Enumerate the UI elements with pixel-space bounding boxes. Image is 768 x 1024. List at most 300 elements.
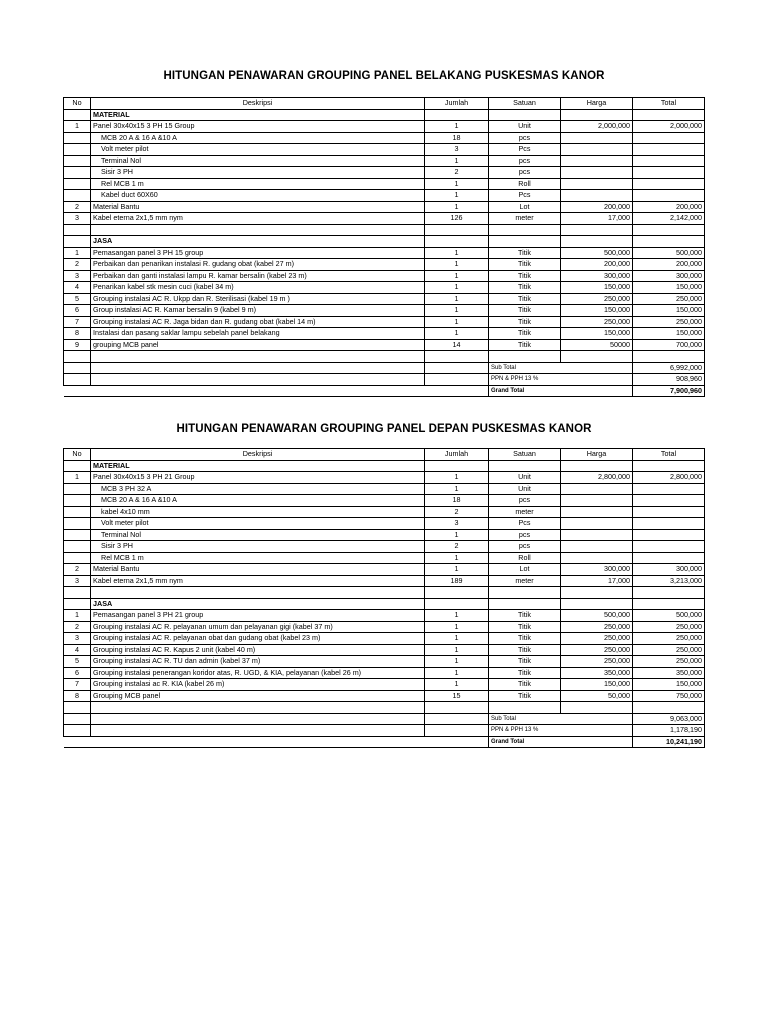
- cell-quantity: 18: [425, 495, 489, 507]
- column-header-no: No: [64, 449, 91, 461]
- cell-quantity: 2: [425, 506, 489, 518]
- cell-quantity: [425, 224, 489, 236]
- cell-unit: [489, 587, 561, 599]
- cell-description: MATERIAL: [91, 460, 425, 472]
- cell-description: Penarikan kabel stk mesin cuci (kabel 34 m): [91, 282, 425, 294]
- summary-spacer: [425, 385, 489, 397]
- cell-quantity: 1: [425, 483, 489, 495]
- summary-row: [64, 374, 705, 386]
- summary-value: 7,900,960: [633, 385, 705, 397]
- table-row: [64, 201, 705, 213]
- cell-total: [633, 236, 705, 248]
- cell-description: Sisir 3 PH: [91, 541, 425, 553]
- cell-unit: Titik: [489, 328, 561, 340]
- cell-unit: Titik: [489, 339, 561, 351]
- table-row: [64, 328, 705, 340]
- cell-unit: pcs: [489, 167, 561, 179]
- table-row: [64, 270, 705, 282]
- cell-description: Grouping instalasi AC R. Kapus 2 unit (kabel 40 m): [91, 644, 425, 656]
- cell-total: 200,000: [633, 201, 705, 213]
- cell-no: 7: [64, 679, 91, 691]
- cell-description: Perbaikan dan ganti instalasi lampu R. kamar bersalin (kabel 23 m): [91, 270, 425, 282]
- cell-description: Pemasangan panel 3 PH 15 group: [91, 247, 425, 259]
- cell-price: 250,000: [561, 621, 633, 633]
- cell-unit: [489, 598, 561, 610]
- cell-description: Grouping instalasi AC R. TU dan admin (kabel 37 m): [91, 656, 425, 668]
- blank-row: [64, 702, 705, 714]
- summary-value: 6,992,000: [633, 362, 705, 374]
- cell-unit: meter: [489, 213, 561, 225]
- cell-price: [561, 506, 633, 518]
- cell-description: Material Bantu: [91, 564, 425, 576]
- cell-price: [561, 178, 633, 190]
- summary-row: [64, 725, 705, 737]
- cell-unit: Unit: [489, 483, 561, 495]
- cell-unit: Roll: [489, 552, 561, 564]
- group-header-row: [64, 460, 705, 472]
- cell-total: [633, 702, 705, 714]
- cell-unit: [489, 109, 561, 121]
- cell-quantity: 1: [425, 552, 489, 564]
- cell-no: 3: [64, 633, 91, 645]
- cell-price: 50000: [561, 339, 633, 351]
- cell-quantity: 1: [425, 282, 489, 294]
- cell-quantity: 1: [425, 178, 489, 190]
- cell-description: MCB 3 PH 32 A: [91, 483, 425, 495]
- summary-spacer: [91, 362, 425, 374]
- cell-unit: Titik: [489, 247, 561, 259]
- cell-quantity: 3: [425, 518, 489, 530]
- cell-price: 150,000: [561, 282, 633, 294]
- cell-quantity: 1: [425, 679, 489, 691]
- cell-total: 750,000: [633, 690, 705, 702]
- summary-row: [64, 385, 705, 397]
- cell-unit: Titik: [489, 293, 561, 305]
- summary-value: 908,960: [633, 374, 705, 386]
- cell-unit: pcs: [489, 529, 561, 541]
- cell-quantity: [425, 351, 489, 363]
- summary-row: [64, 713, 705, 725]
- column-header-qty: Jumlah: [425, 449, 489, 461]
- cell-quantity: 1: [425, 656, 489, 668]
- cell-price: 2,000,000: [561, 121, 633, 133]
- cell-unit: [489, 460, 561, 472]
- cell-total: [633, 529, 705, 541]
- cell-quantity: 1: [425, 305, 489, 317]
- cell-unit: Titik: [489, 644, 561, 656]
- cell-quantity: 2: [425, 167, 489, 179]
- cell-price: [561, 190, 633, 202]
- cell-quantity: 3: [425, 144, 489, 156]
- cell-quantity: 1: [425, 633, 489, 645]
- cell-price: [561, 224, 633, 236]
- cell-description: [91, 587, 425, 599]
- cell-total: [633, 224, 705, 236]
- table-row: [64, 690, 705, 702]
- cell-total: [633, 483, 705, 495]
- cell-no: [64, 132, 91, 144]
- cell-total: [633, 190, 705, 202]
- cell-quantity: [425, 702, 489, 714]
- cell-total: [633, 351, 705, 363]
- cell-no: [64, 460, 91, 472]
- cell-price: 250,000: [561, 293, 633, 305]
- cell-price: 500,000: [561, 610, 633, 622]
- cell-price: [561, 236, 633, 248]
- cell-no: 6: [64, 305, 91, 317]
- column-header-no: No: [64, 98, 91, 110]
- cell-price: 250,000: [561, 316, 633, 328]
- cell-price: [561, 351, 633, 363]
- cell-quantity: 1: [425, 621, 489, 633]
- cell-description: Grouping instalasi penerangan koridor atas, R. UGD, & KIA, pelayanan (kabel 26 m): [91, 667, 425, 679]
- cell-total: [633, 552, 705, 564]
- cell-unit: meter: [489, 506, 561, 518]
- cell-description: Grouping instalasi AC R. pelayanan umum dan pelayanan gigi (kabel 37 m): [91, 621, 425, 633]
- cell-quantity: [425, 109, 489, 121]
- cell-no: [64, 178, 91, 190]
- cell-unit: meter: [489, 575, 561, 587]
- cell-no: 9: [64, 339, 91, 351]
- cell-total: 250,000: [633, 633, 705, 645]
- cell-price: [561, 518, 633, 530]
- cell-unit: [489, 224, 561, 236]
- cell-total: 150,000: [633, 328, 705, 340]
- cell-unit: Titik: [489, 656, 561, 668]
- cell-unit: [489, 236, 561, 248]
- summary-spacer: [91, 713, 425, 725]
- cell-no: 7: [64, 316, 91, 328]
- table-row: [64, 610, 705, 622]
- cell-quantity: 1: [425, 328, 489, 340]
- cell-price: 17,000: [561, 213, 633, 225]
- column-header-unit: Satuan: [489, 449, 561, 461]
- cell-unit: Titik: [489, 679, 561, 691]
- cell-no: 2: [64, 201, 91, 213]
- cell-total: 150,000: [633, 305, 705, 317]
- cell-total: 250,000: [633, 293, 705, 305]
- cell-price: 200,000: [561, 201, 633, 213]
- cell-unit: Pcs: [489, 144, 561, 156]
- cell-no: 1: [64, 472, 91, 484]
- cell-unit: Titik: [489, 610, 561, 622]
- cell-no: 4: [64, 644, 91, 656]
- cell-total: 3,213,000: [633, 575, 705, 587]
- cell-unit: [489, 702, 561, 714]
- cell-price: [561, 587, 633, 599]
- cell-unit: Roll: [489, 178, 561, 190]
- cell-total: 150,000: [633, 679, 705, 691]
- cell-no: 5: [64, 656, 91, 668]
- cell-price: [561, 495, 633, 507]
- table-row: [64, 339, 705, 351]
- table-row: [64, 316, 705, 328]
- cell-price: [561, 460, 633, 472]
- table-row: [64, 190, 705, 202]
- cell-quantity: 1: [425, 270, 489, 282]
- cell-description: MATERIAL: [91, 109, 425, 121]
- cell-unit: Titik: [489, 667, 561, 679]
- cell-no: 2: [64, 259, 91, 271]
- summary-spacer: [64, 713, 91, 725]
- cell-description: Grouping instalasi AC R. Jaga bidan dan R. gudang obat (kabel 14 m): [91, 316, 425, 328]
- cell-no: [64, 518, 91, 530]
- cell-no: [64, 224, 91, 236]
- cell-price: [561, 167, 633, 179]
- cell-description: Terminal Nol: [91, 529, 425, 541]
- cell-total: 2,000,000: [633, 121, 705, 133]
- cell-no: 5: [64, 293, 91, 305]
- cell-description: Group instalasi AC R. Kamar bersalin 9 (kabel 9 m): [91, 305, 425, 317]
- cell-description: Kabel duct 60X60: [91, 190, 425, 202]
- summary-spacer: [64, 374, 91, 386]
- cell-no: 3: [64, 575, 91, 587]
- cell-price: [561, 144, 633, 156]
- summary-value: 1,178,190: [633, 725, 705, 737]
- cell-total: [633, 178, 705, 190]
- cell-unit: Titik: [489, 690, 561, 702]
- cell-price: 2,800,000: [561, 472, 633, 484]
- cell-quantity: 1: [425, 247, 489, 259]
- cell-total: 200,000: [633, 259, 705, 271]
- cell-price: 250,000: [561, 644, 633, 656]
- group-header-row: [64, 236, 705, 248]
- cell-no: 1: [64, 247, 91, 259]
- cell-total: 250,000: [633, 621, 705, 633]
- cell-quantity: 15: [425, 690, 489, 702]
- cell-unit: Titik: [489, 282, 561, 294]
- cell-description: kabel 4x10 mm: [91, 506, 425, 518]
- cell-price: [561, 541, 633, 553]
- summary-value: 10,241,190: [633, 736, 705, 748]
- cell-price: 350,000: [561, 667, 633, 679]
- cell-quantity: 126: [425, 213, 489, 225]
- cell-description: Perbaikan dan penarikan instalasi R. gudang obat (kabel 27 m): [91, 259, 425, 271]
- cell-description: Instalasi dan pasang saklar lampu sebelah panel belakang: [91, 328, 425, 340]
- table-row: [64, 529, 705, 541]
- column-header-unit: Satuan: [489, 98, 561, 110]
- cell-price: [561, 598, 633, 610]
- blank-row: [64, 587, 705, 599]
- cell-unit: Titik: [489, 621, 561, 633]
- summary-row: [64, 736, 705, 748]
- cell-description: Volt meter pilot: [91, 144, 425, 156]
- cell-price: 300,000: [561, 564, 633, 576]
- cell-total: [633, 518, 705, 530]
- table-row: [64, 656, 705, 668]
- cell-price: 300,000: [561, 270, 633, 282]
- summary-spacer: [425, 374, 489, 386]
- summary-spacer: [425, 713, 489, 725]
- cell-price: 200,000: [561, 259, 633, 271]
- cell-description: Pemasangan panel 3 PH 21 group: [91, 610, 425, 622]
- summary-spacer: [64, 736, 91, 748]
- summary-spacer: [91, 385, 425, 397]
- cell-unit: Pcs: [489, 190, 561, 202]
- cell-description: [91, 702, 425, 714]
- cell-quantity: [425, 587, 489, 599]
- table-row: [64, 167, 705, 179]
- cell-total: [633, 132, 705, 144]
- cell-description: Material Bantu: [91, 201, 425, 213]
- column-header-desc: Deskripsi: [91, 98, 425, 110]
- table-row: [64, 293, 705, 305]
- summary-spacer: [425, 725, 489, 737]
- cell-no: [64, 144, 91, 156]
- cell-quantity: 14: [425, 339, 489, 351]
- cell-no: [64, 587, 91, 599]
- cell-unit: pcs: [489, 132, 561, 144]
- section-title-front: HITUNGAN PENAWARAN GROUPING PANEL DEPAN PUSKESMAS KANOR: [176, 423, 592, 435]
- cell-quantity: [425, 236, 489, 248]
- column-header-desc: Deskripsi: [91, 449, 425, 461]
- cell-total: [633, 587, 705, 599]
- summary-spacer: [64, 385, 91, 397]
- table-row: [64, 247, 705, 259]
- table-row: [64, 495, 705, 507]
- cell-price: 250,000: [561, 633, 633, 645]
- table-row: [64, 305, 705, 317]
- cell-no: [64, 702, 91, 714]
- cell-no: [64, 529, 91, 541]
- summary-label: Sub Total: [489, 713, 633, 725]
- cell-no: [64, 155, 91, 167]
- summary-label: Grand Total: [489, 736, 633, 748]
- cell-description: Grouping instalasi AC R. pelayanan obat dan gudang obat (kabel 23 m): [91, 633, 425, 645]
- column-header-total: Total: [633, 449, 705, 461]
- cell-total: [633, 155, 705, 167]
- cell-quantity: 1: [425, 155, 489, 167]
- cell-unit: pcs: [489, 541, 561, 553]
- cell-total: 300,000: [633, 564, 705, 576]
- cell-description: Panel 30x40x15 3 PH 15 Group: [91, 121, 425, 133]
- cell-total: 300,000: [633, 270, 705, 282]
- cell-description: Volt meter pilot: [91, 518, 425, 530]
- cell-price: [561, 529, 633, 541]
- cell-no: 1: [64, 610, 91, 622]
- cell-quantity: [425, 598, 489, 610]
- cell-no: 4: [64, 282, 91, 294]
- summary-label: PPN & PPH 13 %: [489, 725, 633, 737]
- cell-price: 17,000: [561, 575, 633, 587]
- cell-unit: Titik: [489, 316, 561, 328]
- cell-no: [64, 598, 91, 610]
- table-row: [64, 259, 705, 271]
- column-header-qty: Jumlah: [425, 98, 489, 110]
- cell-price: 150,000: [561, 328, 633, 340]
- cell-total: 700,000: [633, 339, 705, 351]
- summary-spacer: [425, 736, 489, 748]
- cell-description: Grouping instalasi AC R. Ukpp dan R. Sterilisasi (kabel 19 m ): [91, 293, 425, 305]
- cell-no: 3: [64, 270, 91, 282]
- cell-no: [64, 506, 91, 518]
- cell-description: grouping MCB panel: [91, 339, 425, 351]
- cell-quantity: 1: [425, 644, 489, 656]
- blank-row: [64, 224, 705, 236]
- cell-quantity: 1: [425, 201, 489, 213]
- cell-total: 250,000: [633, 656, 705, 668]
- cell-total: 500,000: [633, 610, 705, 622]
- cell-quantity: 1: [425, 259, 489, 271]
- summary-label: PPN & PPH 13 %: [489, 374, 633, 386]
- cell-unit: pcs: [489, 155, 561, 167]
- summary-spacer: [425, 362, 489, 374]
- cell-unit: Lot: [489, 201, 561, 213]
- cell-description: Panel 30x40x15 3 PH 21 Group: [91, 472, 425, 484]
- cell-total: [633, 598, 705, 610]
- cell-description: Rel MCB 1 m: [91, 178, 425, 190]
- cell-price: 50,000: [561, 690, 633, 702]
- cell-unit: Pcs: [489, 518, 561, 530]
- cell-price: [561, 132, 633, 144]
- cell-total: [633, 541, 705, 553]
- cell-price: 250,000: [561, 656, 633, 668]
- section-title-back: HITUNGAN PENAWARAN GROUPING PANEL BELAKANG PUSKESMAS KANOR: [163, 70, 605, 82]
- cell-price: [561, 702, 633, 714]
- cell-no: 8: [64, 690, 91, 702]
- table-row: [64, 552, 705, 564]
- cell-unit: Lot: [489, 564, 561, 576]
- table-row: [64, 144, 705, 156]
- quote-table-back: [63, 97, 705, 397]
- summary-label: Sub Total: [489, 362, 633, 374]
- table-row: [64, 483, 705, 495]
- cell-no: [64, 483, 91, 495]
- table-row: [64, 621, 705, 633]
- cell-unit: pcs: [489, 495, 561, 507]
- summary-spacer: [91, 374, 425, 386]
- table-row: [64, 575, 705, 587]
- cell-quantity: 1: [425, 529, 489, 541]
- group-header-row: [64, 598, 705, 610]
- group-header-row: [64, 109, 705, 121]
- cell-unit: Titik: [489, 305, 561, 317]
- cell-unit: Unit: [489, 472, 561, 484]
- cell-description: Grouping MCB panel: [91, 690, 425, 702]
- table-row: [64, 506, 705, 518]
- cell-total: 250,000: [633, 316, 705, 328]
- cell-quantity: [425, 460, 489, 472]
- cell-total: 500,000: [633, 247, 705, 259]
- cell-unit: [489, 351, 561, 363]
- cell-unit: Unit: [489, 121, 561, 133]
- cell-quantity: 1: [425, 564, 489, 576]
- cell-no: 6: [64, 667, 91, 679]
- quote-table-front: [63, 448, 705, 748]
- column-header-price: Harga: [561, 98, 633, 110]
- cell-no: [64, 109, 91, 121]
- cell-description: [91, 351, 425, 363]
- cell-no: [64, 236, 91, 248]
- cell-description: Grouping instalasi ac R. KIA (kabel 26 m): [91, 679, 425, 691]
- cell-no: [64, 552, 91, 564]
- cell-description: Kabel eterna 2x1,5 mm nym: [91, 575, 425, 587]
- cell-price: [561, 155, 633, 167]
- cell-quantity: 1: [425, 293, 489, 305]
- summary-spacer: [91, 725, 425, 737]
- cell-no: [64, 495, 91, 507]
- cell-price: [561, 552, 633, 564]
- column-header-price: Harga: [561, 449, 633, 461]
- cell-quantity: 18: [425, 132, 489, 144]
- cell-price: 150,000: [561, 305, 633, 317]
- cell-description: JASA: [91, 598, 425, 610]
- cell-no: 8: [64, 328, 91, 340]
- table-row: [64, 282, 705, 294]
- cell-no: 2: [64, 621, 91, 633]
- table-row: [64, 213, 705, 225]
- column-header-total: Total: [633, 98, 705, 110]
